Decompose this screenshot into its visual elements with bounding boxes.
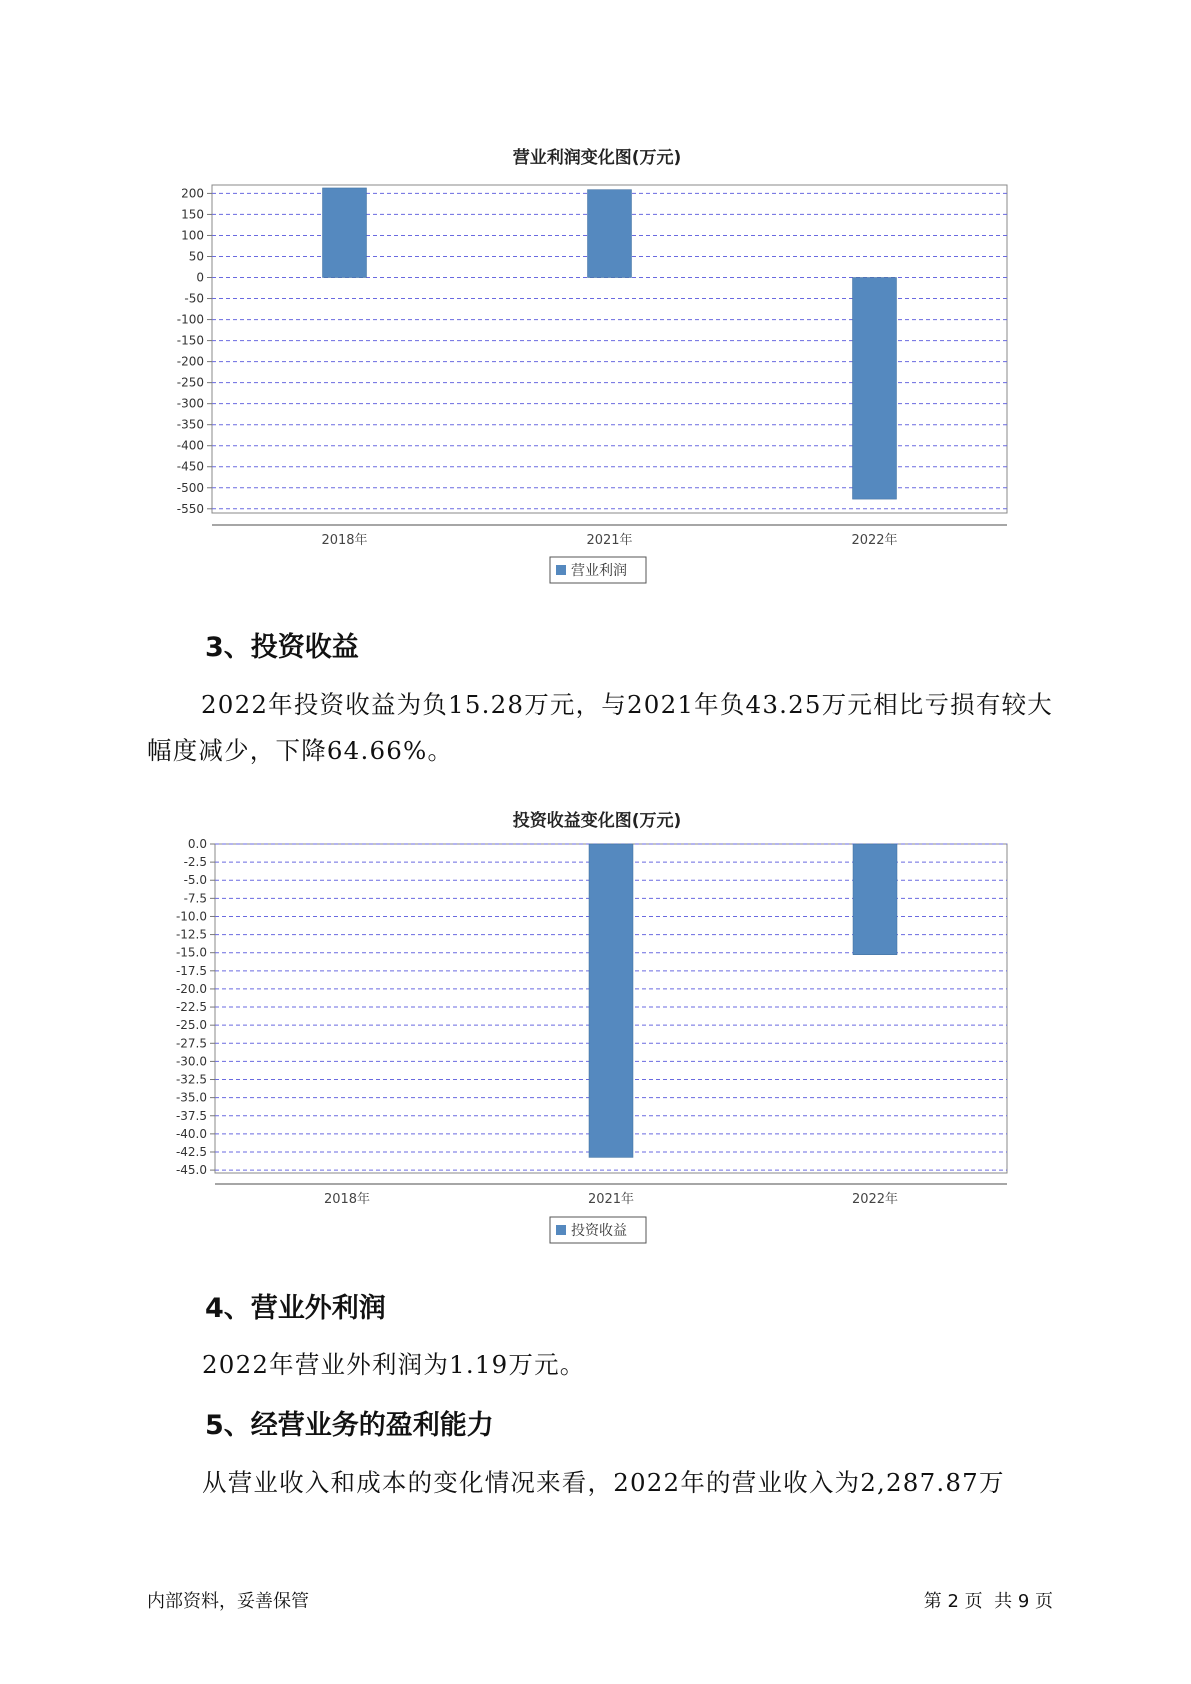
y-tick-label: -17.5 (175, 963, 207, 978)
section-4-heading: 4、营业外利润 (205, 1293, 386, 1324)
y-tick-label: -150 (176, 333, 204, 348)
y-tick-label: -250 (176, 375, 204, 390)
y-tick-label: -550 (176, 501, 204, 516)
y-tick-label: 50 (188, 249, 204, 264)
y-tick-label: 0 (196, 270, 204, 285)
y-tick-label: -27.5 (175, 1036, 207, 1051)
y-tick-label: -35.0 (175, 1090, 207, 1105)
x-tick-label: 2021年 (587, 1192, 635, 1207)
y-tick-label: -50 (184, 291, 204, 306)
bar-2021年 (589, 844, 633, 1157)
x-tick-label: 2022年 (851, 1192, 899, 1207)
y-tick-label: 150 (181, 207, 204, 222)
y-tick-label: -100 (176, 312, 204, 327)
y-tick-label: -22.5 (175, 1000, 207, 1015)
footer-page-number: 第 2 页 共 9 页 (923, 1591, 1053, 1612)
y-tick-label: -42.5 (175, 1144, 207, 1159)
y-tick-label: -40.0 (175, 1126, 207, 1141)
bar-2022年 (853, 844, 897, 955)
y-tick-label: 0.0 (187, 837, 207, 851)
footer-confidential-note: 内部资料，妥善保管 (147, 1591, 309, 1612)
legend-label: 投资收益 (571, 1223, 627, 1239)
y-tick-label: -450 (176, 459, 204, 474)
y-tick-label: -350 (176, 417, 204, 432)
y-tick-label: -5.0 (183, 873, 207, 888)
x-tick-label: 2022年 (851, 533, 898, 548)
chart-1-title: 营业利润变化图(万元) (512, 148, 682, 168)
x-tick-label: 2021年 (586, 533, 633, 548)
section-5-heading: 5、经营业务的盈利能力 (205, 1410, 494, 1441)
y-tick-label: -300 (176, 396, 204, 411)
y-tick-label: -15.0 (175, 945, 207, 960)
legend-swatch (556, 1225, 566, 1235)
y-tick-label: -400 (176, 438, 204, 453)
chart-2-title: 投资收益变化图(万元) (512, 811, 682, 831)
y-tick-label: -25.0 (175, 1018, 207, 1033)
y-tick-label: 100 (181, 228, 204, 243)
y-tick-label: -45.0 (175, 1163, 207, 1178)
y-tick-label: -7.5 (183, 891, 207, 906)
section-4-paragraph: 2022年营业外利润为1.19万元。 (202, 1350, 586, 1379)
y-tick-label: -37.5 (175, 1108, 207, 1123)
legend-label: 营业利润 (571, 563, 627, 579)
section-3-paragraph: 2022年投资收益为负15.28万元，与2021年负43.25万元相比亏损有较大幅度减少，下降64.66%。 (147, 690, 1053, 765)
y-tick-label: -10.0 (175, 909, 207, 924)
y-tick-label: -12.5 (175, 927, 207, 942)
y-tick-label: -2.5 (183, 855, 207, 870)
section-5-paragraph: 从营业收入和成本的变化情况来看，2022年的营业收入为2,287.87万 (202, 1468, 1005, 1497)
y-tick-label: -200 (176, 354, 204, 369)
y-tick-label: -32.5 (175, 1072, 207, 1087)
y-tick-label: -500 (176, 480, 204, 495)
y-tick-label: 200 (181, 186, 204, 201)
y-tick-label: -30.0 (175, 1054, 207, 1069)
y-tick-label: -20.0 (175, 981, 207, 996)
x-tick-label: 2018年 (323, 1192, 371, 1207)
x-tick-label: 2018年 (321, 533, 368, 548)
section-3-heading: 3、投资收益 (205, 632, 359, 663)
